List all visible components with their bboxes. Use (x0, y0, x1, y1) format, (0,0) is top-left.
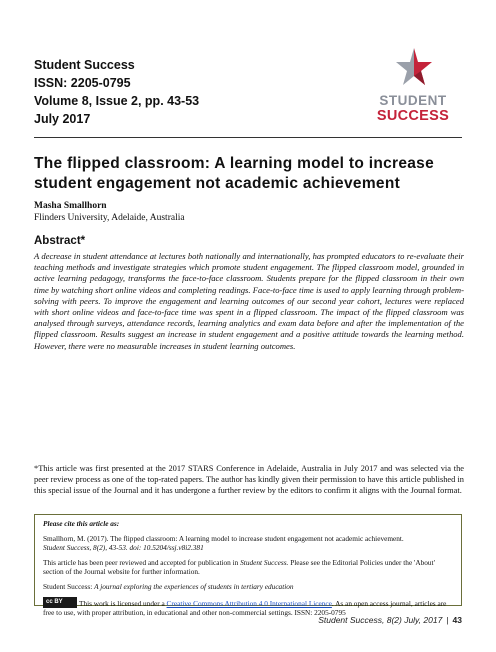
citation-heading: Please cite this article as: (43, 519, 120, 528)
abstract-heading: Abstract* (34, 235, 86, 247)
cc-license-link[interactable]: Creative Commons Attribution 4.0 International Licence (166, 598, 332, 608)
tagline-prefix: Student Success: (43, 581, 95, 591)
article-title: The flipped classroom: A learning model to increase student engagement not academic achievement (34, 155, 435, 192)
citation-text (43, 534, 453, 553)
peer-review-journal: Student Success. (240, 557, 289, 567)
journal-tagline (43, 582, 453, 592)
page-number: 43 (452, 615, 462, 625)
cc-badge-text: cc BY (46, 598, 63, 605)
volume-issue: Volume 8, Issue 2, pp. 43-53 (34, 94, 200, 108)
tagline-italic: A journal exploring the experiences of students in tertiary education (94, 581, 294, 591)
issue-date: July 2017 (34, 112, 91, 126)
footer-journal-ref: Student Success, 8(2) July, 2017 (318, 615, 443, 625)
logo-text-success: SUCCESS (376, 108, 450, 124)
journal-name: Student Success (34, 58, 135, 72)
citation-journal: Student Success, 8(2), 43-53. doi: 10.5204/ssj.v8i2.381 (43, 543, 204, 553)
issn: ISSN: 2205-0795 (34, 76, 131, 90)
page-footer (318, 615, 462, 625)
journal-header (34, 56, 199, 128)
abstract-text: A decrease in student attendance at lectures both nationally and internationally, has prompted educators to re-evaluate their teaching methods and investigate strategies which promote student engagement. The flipped classroom model, grounded in active learning pedagogy, transforms the face-to-face classroom. Students prepare for the flipped classroom in their own time by watching short online videos and completing readings. Face-to-face time is used to apply learning through problem-solving with peers. To improve the engagement and learning outcomes of our second year cohort, lectures were replaced with short online videos and face-to-face time was spent in a flipped classroom. The impact of the flipped classroom was analysed through surveys, attendance records, learning analytics and exam data before and after the implementation of the flipped classroom. Results suggest an increase in student engagement and a positive attitude towards the learning method. However, there were no measurable increases in student learning outcomes. (34, 251, 464, 351)
author-name: Masha Smallhorn (34, 201, 107, 211)
citation-box (34, 514, 462, 618)
peer-review-suffix: Please see the Editorial Policies under the 'About' section of the Journal website for further information. (43, 557, 435, 577)
conference-note: *This article was first presented at the 2017 STARS Conference in Adelaide, Australia in July 2017 and was selected via the peer review process as one of the top-rated papers. The author has kindly given their permission to have this article published in this special issue of the Journal and it has undergone a further review by the editors to confirm it aligns with the Journal format. (34, 464, 464, 496)
license-suffix: . As an open access journal, articles are free to use, with proper attribution, in educational and other non-commercial settings. ISSN: 2205-0795 (43, 598, 447, 618)
footer-separator: | (446, 615, 449, 625)
logo-text-student: STUDENT (379, 93, 447, 108)
header-divider (34, 137, 462, 138)
peer-review-prefix: This article has been peer reviewed and accepted for publication in (43, 557, 241, 567)
peer-review-statement (43, 558, 453, 577)
license-prefix: This work is licensed under a (79, 598, 167, 608)
star-logo-icon (392, 46, 436, 92)
cc-by-license-icon[interactable] (43, 597, 77, 608)
author-affiliation: Flinders University, Adelaide, Australia (34, 213, 185, 223)
citation-main: Smallhorn, M. (2017). The flipped classroom: A learning model to increase student engagement not academic achievement. (43, 533, 404, 543)
student-success-logo (368, 46, 458, 126)
